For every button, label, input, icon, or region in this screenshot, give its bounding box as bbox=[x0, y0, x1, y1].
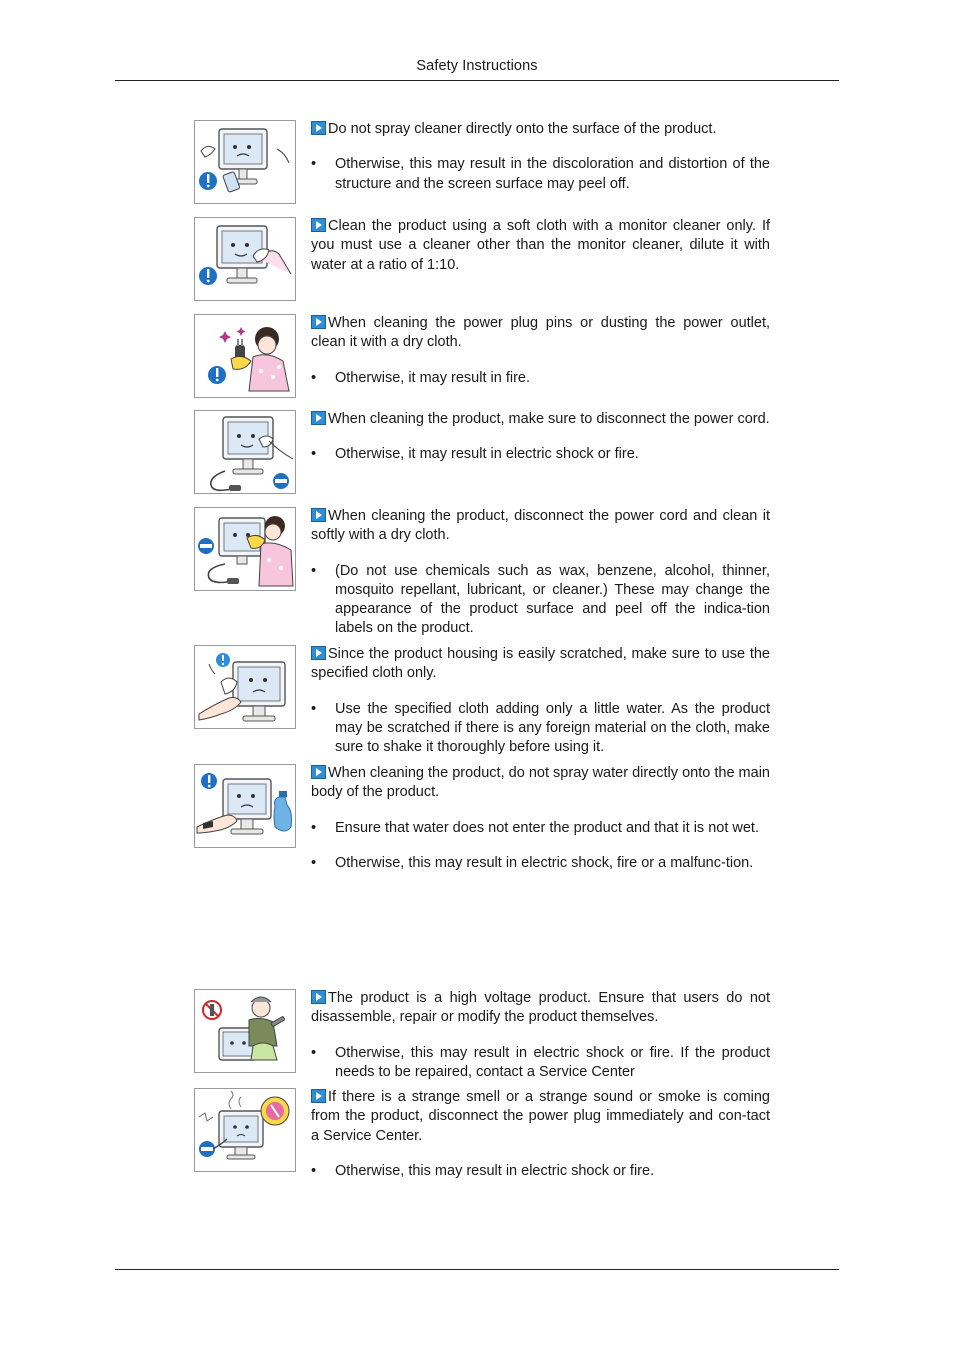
bullet-item bbox=[311, 155, 770, 194]
instruction-lead bbox=[311, 645, 770, 684]
bullet-text: Use the specified cloth adding only a little water. As the product may be scratched if there is any foreign material on the cloth, make sure to shake it thoroughly before using it. bbox=[335, 700, 770, 756]
bullet-dot: • bbox=[311, 700, 317, 717]
bullet-text: Otherwise, this may result in electric shock, fire or a malfunc-tion. bbox=[335, 854, 754, 871]
page-header-title: Safety Instructions bbox=[416, 58, 538, 74]
bullet-dot: • bbox=[311, 1044, 317, 1061]
bullet-text: Otherwise, it may result in electric shock or fire. bbox=[335, 446, 639, 463]
blue-arrow-icon bbox=[311, 646, 326, 660]
bullet-item bbox=[311, 1044, 770, 1083]
blue-arrow-icon bbox=[311, 508, 326, 522]
instruction-lead-text: When cleaning the power plug pins or dusting the power outlet, clean it with a dry cloth. bbox=[311, 315, 770, 351]
bullet-dot: • bbox=[311, 446, 317, 463]
instruction-lead-text: The product is a high voltage product. Ensure that users do not disassemble, repair or modify the product themselves. bbox=[311, 990, 770, 1026]
bullet-dot: • bbox=[311, 369, 317, 386]
footer-rule bbox=[115, 1269, 839, 1270]
instruction-lead bbox=[311, 989, 770, 1028]
bullet-text: Otherwise, this may result in electric shock or fire. If the product needs to be repaired, contact a Service Center bbox=[335, 1044, 770, 1080]
instruction-lead bbox=[311, 120, 770, 139]
bullet-item bbox=[311, 819, 770, 838]
no-disassembly-icon bbox=[194, 989, 296, 1073]
strange-smell-smoke-icon bbox=[194, 1088, 296, 1172]
disconnect-power-cord-icon bbox=[194, 410, 296, 494]
specified-cloth-icon bbox=[194, 645, 296, 729]
header-rule bbox=[115, 80, 839, 81]
instruction-lead bbox=[311, 217, 770, 275]
bullet-dot: • bbox=[311, 854, 317, 871]
bullet-item bbox=[311, 1162, 770, 1181]
blue-arrow-icon bbox=[311, 1089, 326, 1103]
bullet-dot: • bbox=[311, 156, 317, 173]
bullet-text: Otherwise, this may result in electric shock or fire. bbox=[335, 1162, 655, 1179]
instruction-lead-text: When cleaning the product, make sure to disconnect the power cord. bbox=[328, 411, 770, 427]
instruction-lead bbox=[311, 507, 770, 546]
instruction-lead bbox=[311, 764, 770, 803]
instruction-lead-text: When cleaning the product, do not spray water directly onto the main body of the product. bbox=[311, 765, 770, 801]
bullet-item bbox=[311, 445, 770, 464]
no-water-spray-icon bbox=[194, 764, 296, 848]
blue-arrow-icon bbox=[311, 990, 326, 1004]
bullet-dot: • bbox=[311, 562, 317, 579]
instruction-lead bbox=[311, 1088, 770, 1146]
instruction-lead bbox=[311, 410, 770, 429]
bullet-dot: • bbox=[311, 819, 317, 836]
monitor-soft-cloth-warning-icon bbox=[194, 217, 296, 301]
blue-arrow-icon bbox=[311, 218, 326, 232]
bullet-item bbox=[311, 854, 770, 873]
blue-arrow-icon bbox=[311, 315, 326, 329]
instruction-lead-text: If there is a strange smell or a strange sound or smoke is coming from the product, disconnect the power plug immediately and con-tact a Service Center. bbox=[311, 1089, 770, 1144]
instruction-lead-text: Clean the product using a soft cloth with a monitor cleaner only. If you must use a cleaner other than the monitor cleaner, dilute it with water at a ratio of 1:10. bbox=[311, 218, 770, 273]
instruction-lead bbox=[311, 314, 770, 353]
instruction-lead-text: Since the product housing is easily scratched, make sure to use the specified cloth only. bbox=[311, 646, 770, 682]
blue-arrow-icon bbox=[311, 411, 326, 425]
bullet-text: (Do not use chemicals such as wax, benzene, alcohol, thinner, mosquito repellant, lubricant, or cleaner.) These may change the appearance of the product surface and peel off the indica-tion labels on the product. bbox=[335, 562, 770, 637]
bullet-text: Otherwise, it may result in fire. bbox=[335, 369, 530, 386]
instruction-lead-text: When cleaning the product, disconnect the power cord and clean it softly with a dry cloth. bbox=[311, 508, 770, 544]
monitor-spray-cleaner-warning-icon bbox=[194, 120, 296, 204]
bullet-item bbox=[311, 562, 770, 639]
bullet-text: Otherwise, this may result in the discoloration and distortion of the structure and the screen surface may peel off. bbox=[335, 156, 770, 192]
power-plug-dry-cloth-icon bbox=[194, 314, 296, 398]
bullet-item bbox=[311, 369, 770, 388]
bullet-dot: • bbox=[311, 1162, 317, 1179]
instruction-lead-text: Do not spray cleaner directly onto the surface of the product. bbox=[328, 121, 717, 137]
bullet-text: Ensure that water does not enter the product and that it is not wet. bbox=[335, 819, 759, 836]
blue-arrow-icon bbox=[311, 765, 326, 779]
unplug-and-wipe-icon bbox=[194, 507, 296, 591]
bullet-item bbox=[311, 700, 770, 758]
blue-arrow-icon bbox=[311, 121, 326, 135]
